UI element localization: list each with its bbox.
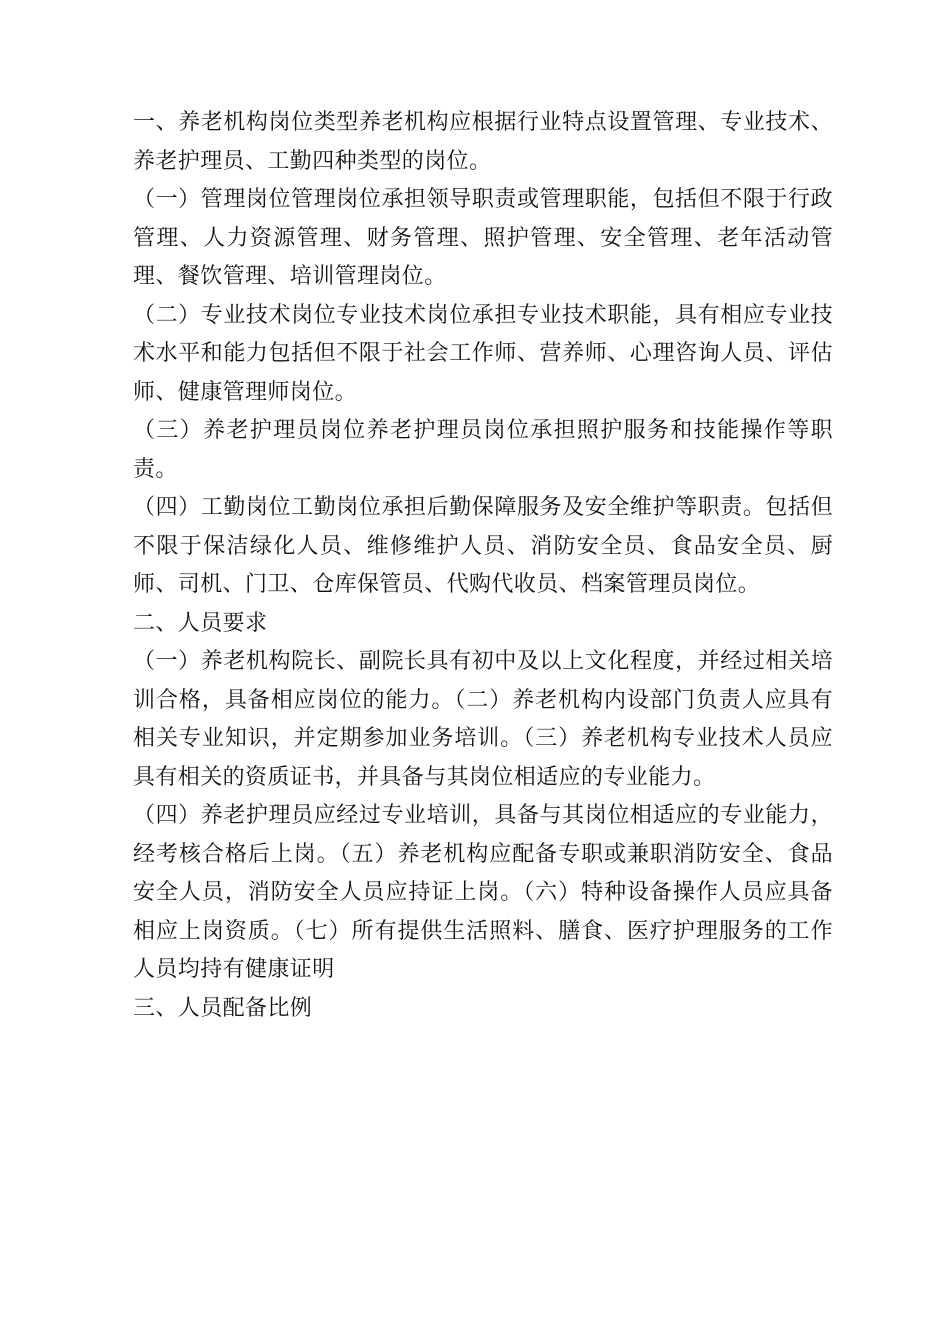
paragraph-requirements-part-1: （一）养老机构院长、副院长具有初中及以上文化程度，并经过相关培训合格，具备相应岗位的能力。（二）养老机构内设部门负责人应具有相关专业知识，并定期参加业务培训。（三）养老机构专业技术人员应具有相关的资质证书，并具备与其岗位相适应的专业能力。 xyxy=(133,649,833,790)
section-heading-post-types: 一、养老机构岗位类型养老机构应根据行业特点设置管理、专业技术、养老护理员、工勤四种类型的岗位。 xyxy=(133,110,833,174)
document-body xyxy=(133,104,833,1028)
paragraph-management-posts: （一）管理岗位管理岗位承担领导职责或管理职能，包括但不限于行政管理、人力资源管理、财务管理、照护管理、安全管理、老年活动管理、餐饮管理、培训管理岗位。 xyxy=(133,187,833,289)
paragraph-caregiver-posts: （三）养老护理员岗位养老护理员岗位承担照护服务和技能操作等职责。 xyxy=(133,418,833,482)
paragraph-technical-posts: （二）专业技术岗位专业技术岗位承担专业技术职能，具有相应专业技术水平和能力包括但不限于社会工作师、营养师、心理咨询人员、评估师、健康管理师岗位。 xyxy=(133,302,833,405)
paragraph-requirements-part-2: （四）养老护理员应经过专业培训，具备与其岗位相适应的专业能力，经考核合格后上岗。（五）养老机构应配备专职或兼职消防安全、食品安全人员，消防安全人员应持证上岗。（六）特种设备操作人员应具备相应上岗资质。（七）所有提供生活照料、膳食、医疗护理服务的工作人员均持有健康证明 xyxy=(133,803,833,982)
paragraph-service-posts: （四）工勤岗位工勤岗位承担后勤保障服务及安全维护等职责。包括但不限于保洁绿化人员、维修维护人员、消防安全员、食品安全员、厨师、司机、门卫、仓库保管员、代购代收员、档案管理员岗位。 xyxy=(133,495,833,597)
section-heading-staffing-ratio: 三、人员配备比例 xyxy=(133,995,313,1021)
section-heading-staff-requirements: 二、人员要求 xyxy=(133,610,268,636)
